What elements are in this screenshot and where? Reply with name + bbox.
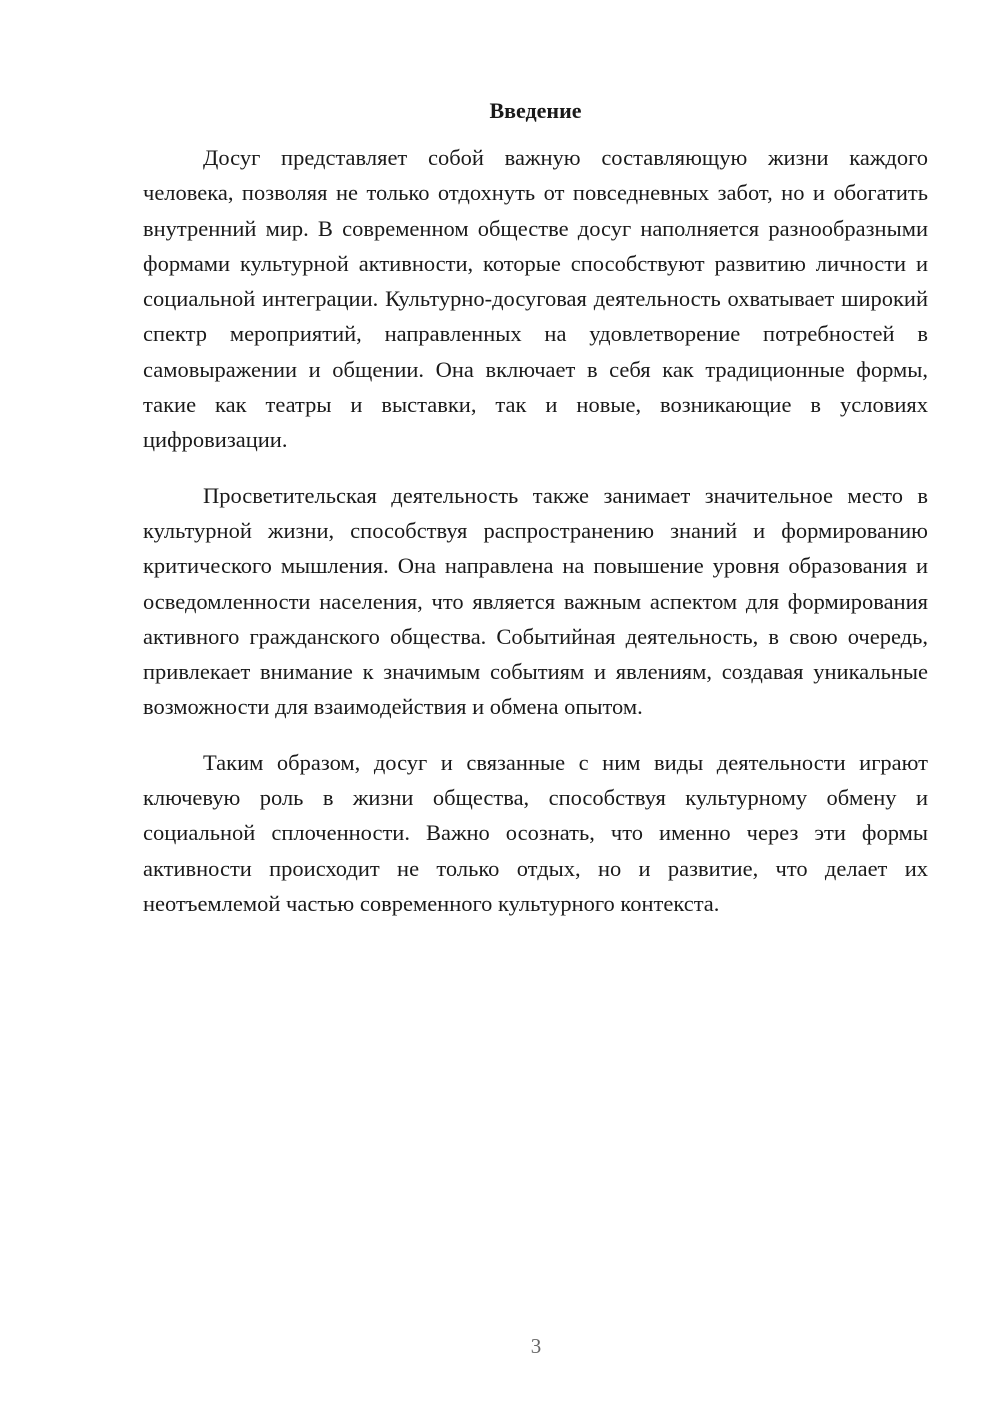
section-title: Введение xyxy=(489,98,582,123)
paragraph-3: Таким образом, досуг и связанные с ним виды деятельности играют ключевую роль в жизни общества, способствуя культурному обмену и социальной сплоченности. Важно осознать, что именно через эти формы активности происходит не только отдых, но и развитие, что делает их неотъемлемой частью современного культурного контекста. xyxy=(143,749,928,916)
page-number: 3 xyxy=(530,1334,542,1358)
paragraph-2: Просветительская деятельность также занимает значительное место в культурной жизни, способствуя распространению знаний и формированию критического мышления. Она направлена на повышение уровня образования и осведомленности населения, что является важным аспектом для формирования активного гражданского общества. Событийная деятельность, в свою очередь, привлекает внимание к значимым событиям и явлениям, создавая уникальные возможности для взаимодействия и обмена опытом. xyxy=(143,482,928,720)
paragraph-1: Досуг представляет собой важную составляющую жизни каждого человека, позволяя не только отдохнуть от повседневных забот, но и обогатить внутренний мир. В современном обществе досуг наполняется разнообразными формами культурной активности, которые способствуют развитию личности и социальной интеграции. Культурно-досуговая деятельность охватывает широкий спектр мероприятий, направленных на удовлетворение потребностей в самовыражении и общении. Она включает в себя как традиционные формы, такие как театры и выставки, так и новые, возникающие в условиях цифровизации. xyxy=(143,145,928,453)
page-content xyxy=(143,96,928,941)
